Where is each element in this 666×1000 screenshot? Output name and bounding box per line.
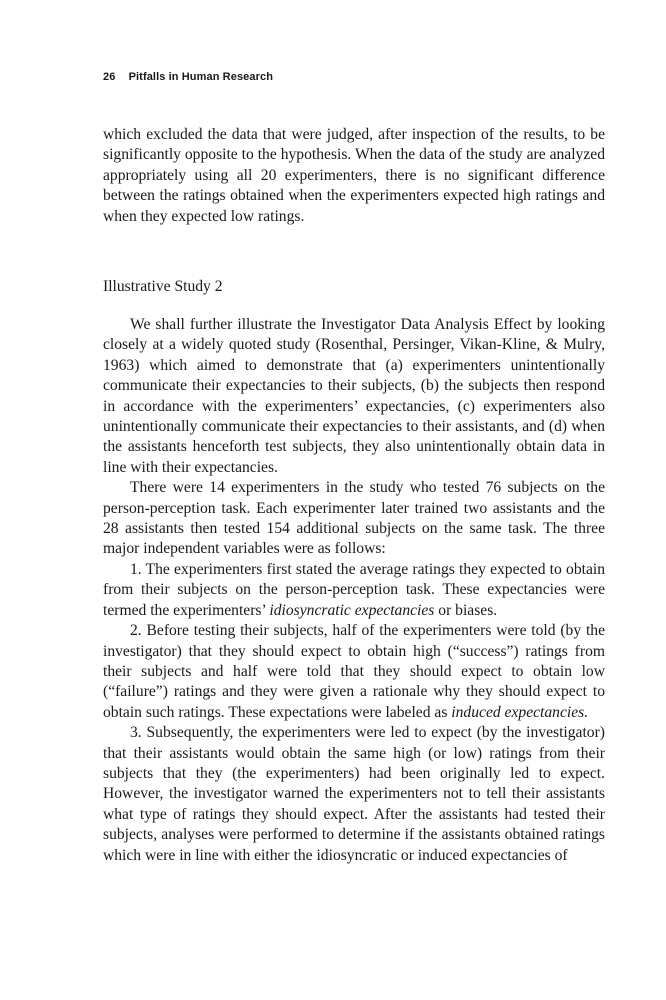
text-block-2 — [103, 315, 605, 866]
paragraph-item-1 — [103, 560, 605, 621]
paragraph-1: We shall further illustrate the Investigator Data Analysis Effect by looking closely at a widely quoted study (Rosenthal, Persinger, Vikan-Kline, & Mulry, 1963) which aimed to demonstrate that (a) experimenters unintentionally communicate their expectancies to their subjects, (b) the subjects then respond in accordance with the experimenters’ expectancies, (c) experimenters also unintentionally communicate their expectancies to their assistants, and (d) when the assistants henceforth test subjects, they also unintentionally obtain data in line with their expectancies. — [103, 316, 605, 476]
section-heading: Illustrative Study 2 — [103, 278, 223, 295]
text-block-1 — [103, 125, 605, 227]
paragraph-2: There were 14 experimenters in the study who tested 76 subjects on the person-perception task. Each experimenter later trained two assistants and the 28 assistants then tested 154 additional subjects on the same task. The three major independent variables were as follows: — [103, 479, 605, 558]
item-1-text-start: 1. The experimenters first stated the average ratings they expected to obtain from their subjects on the person-perception task. These expectancies were termed the experimenters’ — [103, 560, 605, 619]
running-title: Pitfalls in Human Research — [128, 71, 274, 83]
paragraph-item-3: 3. Subsequently, the experimenters were led to expect (by the investigator) that their assistants would obtain the same high (or low) ratings from their subjects that they (the experimenters) had been originally led to expect. However, the investigator warned the experimenters not to tell their assistants what type of ratings they should expect. After the assistants had tested their subjects, analyses were performed to determine if the assistants obtained ratings which were in line with either the idiosyncratic or induced expectancies of — [103, 724, 605, 864]
item-2-emphasis: induced expectancies. — [451, 703, 589, 721]
item-2-text-start: 2. Before testing their subjects, half of the experimenters were told (by the investigator) that they should expect to obtain high (“success”) ratings from their subjects and half were told that they should expect to obtain low (“failure”) ratings and they were given a rationale why they should expect to obtain such ratings. These expectations were labeled as — [103, 622, 605, 721]
item-1-emphasis: idiosyncratic expectancies — [269, 601, 435, 619]
running-head — [103, 71, 273, 83]
item-1-text-end: or biases. — [434, 601, 498, 619]
page-number: 26 — [103, 71, 116, 83]
paragraph-continued: which excluded the data that were judged, after inspection of the results, to be significantly opposite to the hypothesis. When the data of the study are analyzed appropriately using all 20 experimenters, there is no significant difference between the ratings obtained when the experimenters expected high ratings and when they expected low ratings. — [103, 126, 605, 225]
paragraph-item-2 — [103, 621, 605, 723]
